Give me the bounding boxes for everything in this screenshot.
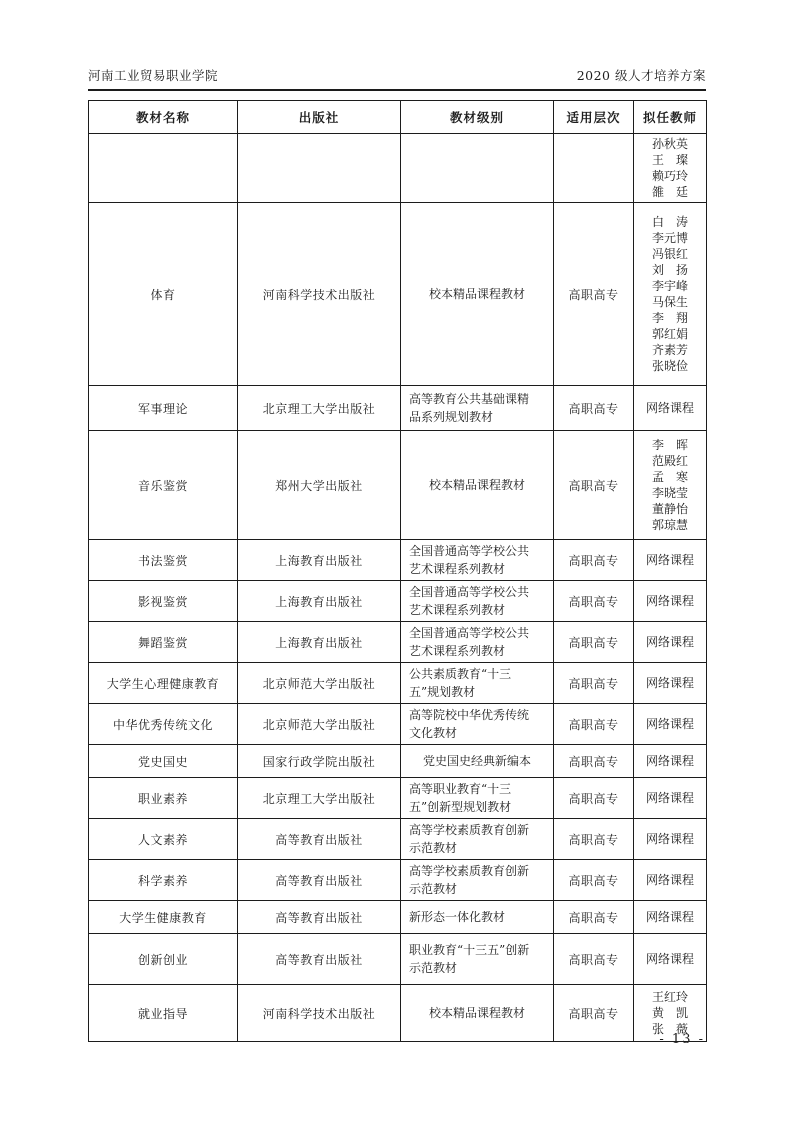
- cell-layer: 高职高专: [554, 745, 634, 778]
- table-row: [89, 622, 707, 663]
- teacher-name-line: 李晓莹: [651, 486, 688, 500]
- teacher-name-line: 刘 扬: [651, 263, 688, 277]
- teacher-name-line: 李宇峰: [651, 279, 688, 293]
- teacher-name-line: 李 翔: [651, 311, 688, 325]
- table-row: [89, 581, 707, 622]
- teacher-name-line: 王 璨: [651, 153, 688, 167]
- teacher-name-line: 李元博: [651, 231, 688, 245]
- cell-teachers: [634, 540, 707, 581]
- cell-teachers: [634, 745, 707, 778]
- cell-layer: 高职高专: [554, 581, 634, 622]
- teacher-name-line: 网络课程: [645, 401, 694, 415]
- cell-textbook-name: 就业指导: [89, 985, 238, 1042]
- cell-layer: 高职高专: [554, 663, 634, 704]
- cell-level: 全国普通高等学校公共艺术课程系列教材: [401, 581, 554, 622]
- teacher-name-line: 李 晖: [651, 438, 688, 452]
- teacher-name-line: 雒 廷: [651, 185, 688, 199]
- cell-teachers: [634, 934, 707, 985]
- cell-layer: 高职高专: [554, 901, 634, 934]
- cell-teachers: [634, 431, 707, 540]
- page-header: [88, 68, 706, 84]
- cell-textbook-name: 舞蹈鉴赏: [89, 622, 238, 663]
- table-row: [89, 431, 707, 540]
- cell-textbook-name: 党史国史: [89, 745, 238, 778]
- teacher-name-line: 孟 寒: [651, 470, 688, 484]
- teacher-name-line: 网络课程: [645, 910, 694, 924]
- column-header-name: 教材名称: [89, 101, 238, 134]
- cell-layer: 高职高专: [554, 622, 634, 663]
- cell-layer: 高职高专: [554, 431, 634, 540]
- teacher-name-line: 白 涛: [651, 215, 688, 229]
- cell-publisher: 北京理工大学出版社: [238, 386, 401, 431]
- cell-layer: 高职高专: [554, 704, 634, 745]
- cell-textbook-name: 影视鉴赏: [89, 581, 238, 622]
- column-header-level: 教材级别: [401, 101, 554, 134]
- table-row: [89, 704, 707, 745]
- cell-teachers: [634, 622, 707, 663]
- teacher-name-line: 冯银红: [651, 247, 688, 261]
- cell-level: [401, 134, 554, 203]
- table-row: [89, 663, 707, 704]
- cell-publisher: 北京师范大学出版社: [238, 663, 401, 704]
- cell-level: 校本精品课程教材: [401, 203, 554, 386]
- teacher-name-line: 董静怡: [651, 502, 688, 516]
- cell-textbook-name: 军事理论: [89, 386, 238, 431]
- cell-textbook-name: 科学素养: [89, 860, 238, 901]
- page-number: - 13 -: [659, 1032, 705, 1047]
- cell-textbook-name: 大学生健康教育: [89, 901, 238, 934]
- cell-publisher: 高等教育出版社: [238, 934, 401, 985]
- table-row: [89, 134, 707, 203]
- teacher-name-line: 网络课程: [645, 676, 694, 690]
- teacher-name-line: 孙秋英: [651, 137, 688, 151]
- cell-layer: 高职高专: [554, 985, 634, 1042]
- cell-publisher: 郑州大学出版社: [238, 431, 401, 540]
- cell-level: 高等教育公共基础课精品系列规划教材: [401, 386, 554, 431]
- cell-level: 高等学校素质教育创新示范教材: [401, 819, 554, 860]
- header-school-name: 河南工业贸易职业学院: [88, 68, 219, 83]
- teacher-name-line: 马保生: [651, 295, 688, 309]
- cell-publisher: 高等教育出版社: [238, 860, 401, 901]
- teacher-name-line: 王红玲: [651, 990, 688, 1004]
- table-row: [89, 934, 707, 985]
- table-row: [89, 860, 707, 901]
- cell-publisher: 高等教育出版社: [238, 901, 401, 934]
- teacher-name-line: 网络课程: [645, 594, 694, 608]
- cell-layer: 高职高专: [554, 819, 634, 860]
- table-row: [89, 540, 707, 581]
- teacher-name-line: 网络课程: [645, 952, 694, 966]
- cell-layer: 高职高专: [554, 386, 634, 431]
- table-row: [89, 778, 707, 819]
- cell-textbook-name: 职业素养: [89, 778, 238, 819]
- column-header-teachers: 拟任教师: [634, 101, 707, 134]
- teacher-name-line: 网络课程: [645, 832, 694, 846]
- teacher-name-line: 郭琼慧: [651, 518, 688, 532]
- cell-teachers: [634, 203, 707, 386]
- table-row: [89, 901, 707, 934]
- table-body: [89, 134, 707, 1042]
- cell-teachers: [634, 901, 707, 934]
- teacher-name-line: 网络课程: [645, 635, 694, 649]
- cell-textbook-name: 中华优秀传统文化: [89, 704, 238, 745]
- cell-level: 校本精品课程教材: [401, 431, 554, 540]
- textbook-table: [88, 100, 707, 1042]
- cell-publisher: 河南科学技术出版社: [238, 985, 401, 1042]
- cell-level: 高等职业教育“十三五”创新型规划教材: [401, 778, 554, 819]
- column-header-publisher: 出版社: [238, 101, 401, 134]
- cell-textbook-name: 大学生心理健康教育: [89, 663, 238, 704]
- teacher-name-line: 赖巧玲: [651, 169, 688, 183]
- cell-publisher: 北京师范大学出版社: [238, 704, 401, 745]
- teacher-name-line: 网络课程: [645, 873, 694, 887]
- teacher-name-line: 黄 凯: [651, 1006, 688, 1020]
- cell-teachers: [634, 819, 707, 860]
- cell-layer: 高职高专: [554, 778, 634, 819]
- cell-publisher: 国家行政学院出版社: [238, 745, 401, 778]
- teacher-name-line: 张 薇: [651, 1022, 688, 1036]
- teacher-name-line: 郭红娟: [651, 327, 688, 341]
- cell-teachers: [634, 134, 707, 203]
- teacher-name-line: 张晓俭: [651, 359, 688, 373]
- cell-level: 高等院校中华优秀传统文化教材: [401, 704, 554, 745]
- cell-textbook-name: 创新创业: [89, 934, 238, 985]
- teacher-name-line: 网络课程: [645, 754, 694, 768]
- cell-teachers: [634, 386, 707, 431]
- teacher-name-line: 齐素芳: [651, 343, 688, 357]
- cell-layer: [554, 134, 634, 203]
- table-row: [89, 386, 707, 431]
- cell-layer: 高职高专: [554, 203, 634, 386]
- cell-textbook-name: 音乐鉴赏: [89, 431, 238, 540]
- cell-layer: 高职高专: [554, 934, 634, 985]
- header-plan-title: 2020 级人才培养方案: [576, 68, 706, 83]
- cell-layer: 高职高专: [554, 860, 634, 901]
- table-header-row: [89, 101, 707, 134]
- cell-level: 校本精品课程教材: [401, 985, 554, 1042]
- cell-textbook-name: 体育: [89, 203, 238, 386]
- cell-level: 新形态一体化教材: [401, 901, 554, 934]
- cell-publisher: 上海教育出版社: [238, 622, 401, 663]
- cell-publisher: 上海教育出版社: [238, 581, 401, 622]
- cell-textbook-name: [89, 134, 238, 203]
- cell-publisher: 北京理工大学出版社: [238, 778, 401, 819]
- teacher-name-line: 网络课程: [645, 553, 694, 567]
- table-row: [89, 745, 707, 778]
- cell-publisher: 上海教育出版社: [238, 540, 401, 581]
- cell-textbook-name: 书法鉴赏: [89, 540, 238, 581]
- cell-level: 全国普通高等学校公共艺术课程系列教材: [401, 622, 554, 663]
- teacher-name-line: 网络课程: [645, 717, 694, 731]
- cell-teachers: [634, 663, 707, 704]
- cell-layer: 高职高专: [554, 540, 634, 581]
- cell-level: 公共素质教育“十三五”规划教材: [401, 663, 554, 704]
- cell-level: 职业教育“十三五”创新示范教材: [401, 934, 554, 985]
- cell-level: 全国普通高等学校公共艺术课程系列教材: [401, 540, 554, 581]
- cell-publisher: [238, 134, 401, 203]
- cell-teachers: [634, 860, 707, 901]
- cell-teachers: [634, 704, 707, 745]
- cell-teachers: [634, 778, 707, 819]
- teacher-name-line: 网络课程: [645, 791, 694, 805]
- cell-level: 高等学校素质教育创新示范教材: [401, 860, 554, 901]
- cell-level: 党史国史经典新编本: [401, 745, 554, 778]
- table-row: [89, 819, 707, 860]
- cell-publisher: 河南科学技术出版社: [238, 203, 401, 386]
- column-header-layer: 适用层次: [554, 101, 634, 134]
- cell-textbook-name: 人文素养: [89, 819, 238, 860]
- cell-publisher: 高等教育出版社: [238, 819, 401, 860]
- table-row: [89, 203, 707, 386]
- teacher-name-line: 范殿红: [651, 454, 688, 468]
- header-rule: [88, 89, 706, 91]
- cell-teachers: [634, 581, 707, 622]
